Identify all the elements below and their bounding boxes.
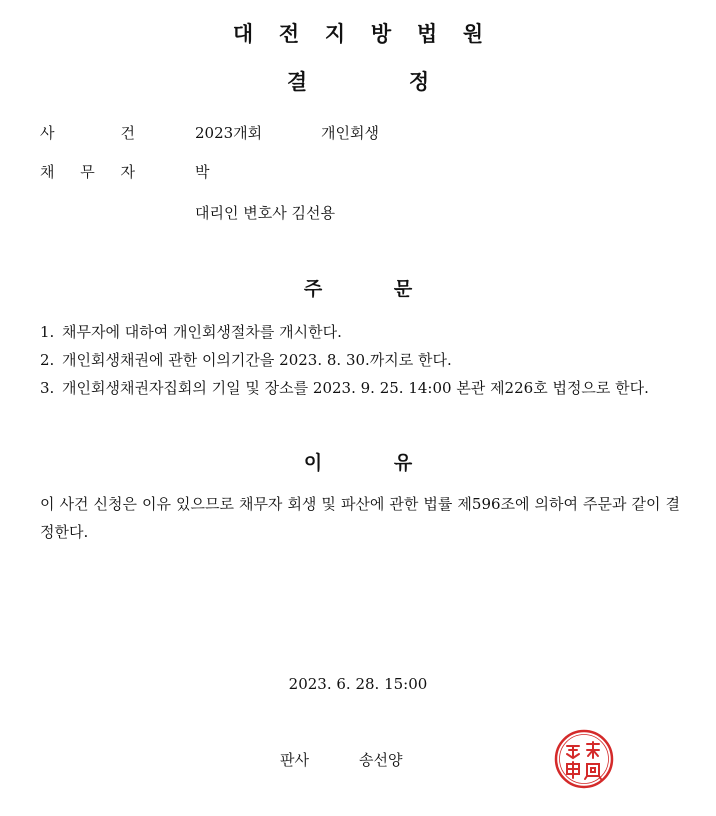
court-name-char: 원: [462, 22, 484, 46]
document-title: [0, 66, 716, 96]
ruling-item-number: 1.: [40, 323, 55, 341]
debtor-name: 박: [195, 163, 210, 181]
court-name: [0, 18, 716, 48]
judge-name: 송선양: [359, 751, 403, 769]
document-title-char: 결: [286, 70, 308, 94]
reason-heading: [0, 448, 716, 475]
ruling-heading: [0, 274, 716, 301]
decision-date: 2023. 6. 28. 15:00: [288, 675, 428, 693]
ruling-item: [40, 346, 680, 374]
court-name-char: 전: [278, 22, 300, 46]
ruling-item-number: 2.: [40, 351, 55, 369]
reason-heading-char: 이: [303, 452, 323, 474]
judge-title: 판사: [280, 751, 309, 769]
debtor-label: 채 무 자: [40, 163, 135, 181]
ruling-item: [40, 318, 680, 346]
court-name-char: 법: [416, 22, 438, 46]
ruling-list: [40, 318, 680, 402]
document-title-char: 정: [408, 70, 430, 94]
reason-text: 이 사건 신청은 이유 있으므로 채무자 회생 및 파산에 관한 법률 제596조에 의하여 주문과 같이 결정한다.: [40, 495, 680, 541]
case-number: 2023개회: [195, 124, 263, 142]
ruling-heading-char: 문: [393, 278, 413, 300]
ruling-item-text: 채무자에 대하여 개인회생절차를 개시한다.: [62, 323, 342, 341]
reason-heading-char: 유: [393, 452, 413, 474]
court-name-char: 방: [370, 22, 392, 46]
court-name-char: 대: [232, 22, 254, 46]
ruling-item-text: 개인회생채권에 관한 이의기간을 2023. 8. 30.까지로 한다.: [62, 351, 452, 369]
ruling-item: [40, 374, 680, 402]
case-type: 개인회생: [321, 124, 379, 142]
ruling-item-number: 3.: [40, 379, 55, 397]
debtor-agent: 대리인 변호사 김선용: [195, 204, 335, 222]
court-seal-icon: [553, 728, 615, 790]
court-name-char: 지: [324, 22, 346, 46]
ruling-heading-char: 주: [303, 278, 323, 300]
case-label: 사 건: [40, 124, 135, 142]
ruling-item-text: 개인회생채권자집회의 기일 및 장소를 2023. 9. 25. 14:00 본관 제226호 법정으로 한다.: [62, 379, 649, 397]
